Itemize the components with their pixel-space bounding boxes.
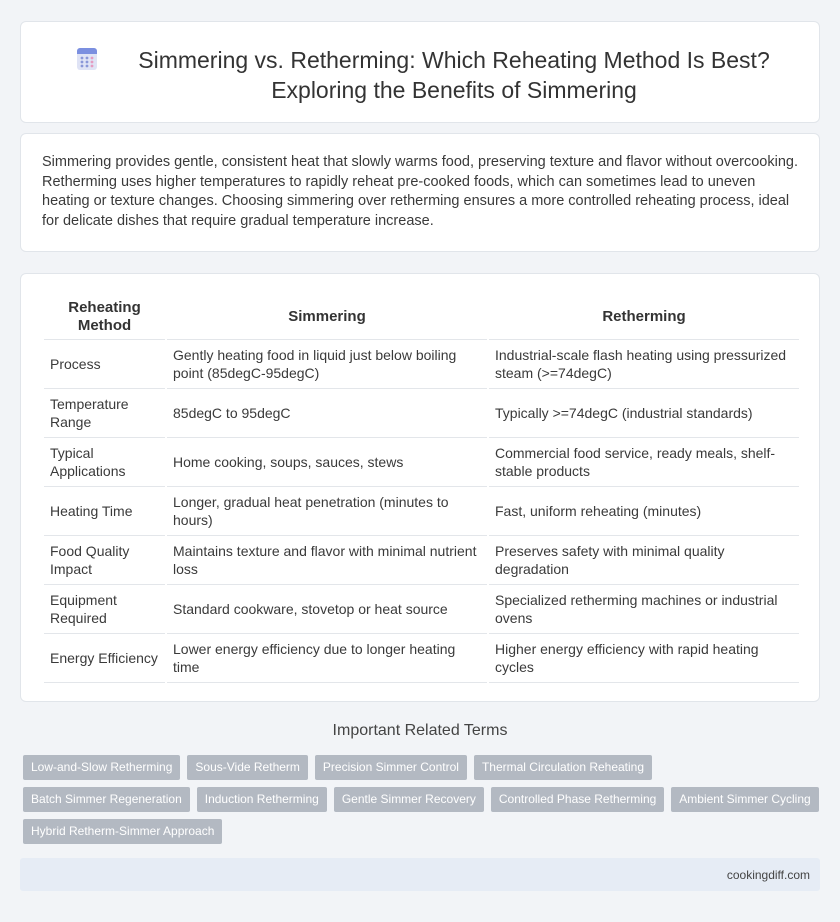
table-row (44, 585, 799, 634)
retherming-cell: Fast, uniform reheating (minutes) (489, 487, 799, 536)
simmering-cell: Maintains texture and flavor with minimal nutrient loss (167, 536, 487, 585)
simmering-cell: Standard cookware, stovetop or heat source (167, 585, 487, 634)
calculator-icon (75, 47, 99, 71)
table-row (44, 389, 799, 438)
page-title: Simmering vs. Retherming: Which Reheating Method Is Best? Exploring the Benefits of Simmering (138, 47, 770, 103)
term-tag[interactable]: Ambient Simmer Cycling (671, 787, 818, 812)
table-header-row (44, 295, 799, 340)
header-retherming: Retherming (489, 295, 799, 340)
retherming-cell: Higher energy efficiency with rapid heating cycles (489, 634, 799, 683)
footer-site-link[interactable]: cookingdiff.com (726, 868, 810, 882)
table-row (44, 487, 799, 536)
table-row (44, 634, 799, 683)
intro-card (20, 133, 820, 252)
header-card (20, 21, 820, 123)
simmering-cell: 85degC to 95degC (167, 389, 487, 438)
retherming-cell: Preserves safety with minimal quality degradation (489, 536, 799, 585)
term-tag[interactable]: Hybrid Retherm-Simmer Approach (23, 819, 222, 844)
term-tag[interactable]: Induction Retherming (197, 787, 327, 812)
row-label: Temperature Range (44, 389, 165, 438)
term-tag[interactable]: Batch Simmer Regeneration (23, 787, 190, 812)
related-terms-title: Important Related Terms (332, 722, 508, 739)
row-label: Equipment Required (44, 585, 165, 634)
row-label: Heating Time (44, 487, 165, 536)
row-label: Process (44, 340, 165, 389)
simmering-cell: Longer, gradual heat penetration (minutes to hours) (167, 487, 487, 536)
row-label: Typical Applications (44, 438, 165, 487)
term-tag[interactable]: Controlled Phase Retherming (491, 787, 664, 812)
footer (20, 858, 820, 891)
table-row (44, 536, 799, 585)
simmering-cell: Lower energy efficiency due to longer heating time (167, 634, 487, 683)
table-row (44, 438, 799, 487)
comparison-table (42, 295, 801, 683)
retherming-cell: Specialized retherming machines or industrial ovens (489, 585, 799, 634)
related-terms-list (23, 755, 823, 844)
retherming-cell: Industrial-scale flash heating using pressurized steam (>=74degC) (489, 340, 799, 389)
term-tag[interactable]: Thermal Circulation Reheating (474, 755, 652, 780)
term-tag[interactable]: Precision Simmer Control (315, 755, 467, 780)
row-label: Food Quality Impact (44, 536, 165, 585)
comparison-table-card (20, 273, 820, 702)
intro-text: Simmering provides gentle, consistent heat that slowly warms food, preserving texture and flavor without overcooking. Retherming uses higher temperatures to rapidly reheat pre-cooked foods, which can sometimes lead to uneven heating or texture changes. Choosing simmering over retherming ensures a more controlled reheating process, ideal for delicate dishes that require gradual temperature increase. (42, 154, 798, 229)
term-tag[interactable]: Sous-Vide Retherm (187, 755, 308, 780)
retherming-cell: Typically >=74degC (industrial standards) (489, 389, 799, 438)
header-simmering: Simmering (167, 295, 487, 340)
row-label: Energy Efficiency (44, 634, 165, 683)
simmering-cell: Gently heating food in liquid just below boiling point (85degC-95degC) (167, 340, 487, 389)
term-tag[interactable]: Gentle Simmer Recovery (334, 787, 484, 812)
header-method: Reheating Method (44, 295, 165, 340)
term-tag[interactable]: Low-and-Slow Retherming (23, 755, 180, 780)
retherming-cell: Commercial food service, ready meals, shelf-stable products (489, 438, 799, 487)
simmering-cell: Home cooking, soups, sauces, stews (167, 438, 487, 487)
table-row (44, 340, 799, 389)
